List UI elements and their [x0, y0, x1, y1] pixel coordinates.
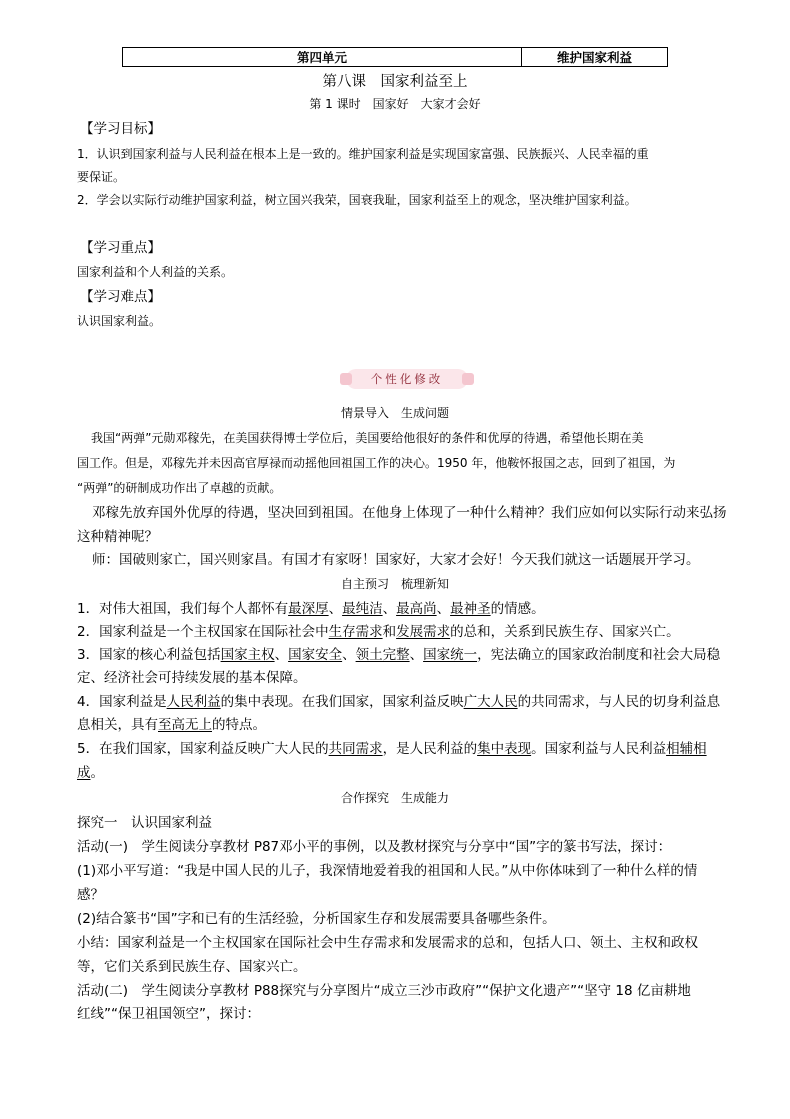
preview-item-4-line1: 4．国家利益是人民利益的集中表现。在我们国家，国家利益反映广大人民的共同需求，与人民的切身利益息	[77, 694, 721, 710]
intro-question-line2: 这种精神呢？	[77, 529, 158, 545]
summary-line1: 小结：国家利益是一个主权国家在国际社会中生存需求和发展需求的总和，包括人口、领土、主权和政权	[77, 935, 698, 951]
objectives-heading: 【学习目标】	[80, 121, 161, 137]
intro-para-line2: 国工作。但是，邓稼先并未因高官厚禄而动摇他回祖国工作的决心。1950 年，他鞍怀报国之志，回到了祖国，为	[77, 456, 676, 470]
unit-topic: 维护国家利益	[556, 50, 632, 65]
activity-2-line1: 活动(二) 学生阅读分享教材 P88探究与分享图片“成立三沙市政府”“保护文化遗产”“坚守 18 亿亩耕地	[77, 983, 691, 999]
activity-2-line2: 红线”“保卫祖国领空”，探讨：	[77, 1006, 260, 1022]
personalize-badge	[346, 369, 468, 389]
objective-2: 2．学会以实际行动维护国家利益，树立国兴我荣，国衰我耻，国家利益至上的观念，坚决维护国家利益。	[77, 193, 637, 207]
preview-item-3-line1: 3．国家的核心利益包括国家主权、国家安全、领土完整、国家统一，宪法确立的国家政治制度和社会大局稳	[77, 647, 721, 663]
explore-section-title: 合作探究 生成能力	[340, 791, 449, 805]
lesson-title: 第八课 国家利益至上	[322, 74, 468, 90]
intro-question-line1: 邓稼先放弃国外优厚的待遇，坚决回到祖国。在他身上体现了一种什么精神？我们应如何以实际行动来弘扬	[92, 505, 727, 521]
difficulty-text: 认识国家利益。	[77, 314, 162, 328]
preview-item-5-line2: 成。	[77, 765, 104, 781]
key-points-text: 国家利益和个人利益的关系。	[77, 265, 234, 279]
preview-item-5-line1: 5．在我们国家，国家利益反映广大人民的共同需求，是人民利益的集中表现。国家利益与人民利益相辅相	[77, 741, 707, 757]
unit-header-table	[122, 47, 668, 67]
inquiry-1-heading: 探究一 认识国家利益	[77, 815, 212, 831]
intro-para-line3: “两弹”的研制成功作出了卓越的贡献。	[77, 481, 282, 495]
question-1-line1: (1)邓小平写道：“我是中国人民的儿子，我深情地爱着我的祖国和人民。”从中你体味到了一种什么样的情	[77, 863, 698, 879]
objective-1-line2: 要保证。	[77, 170, 126, 184]
intro-section-title: 情景导入 生成问题	[340, 406, 449, 420]
badge-label: 个性化修改	[370, 372, 444, 386]
preview-item-1: 1．对伟大祖国，我们每个人都怀有最深厚、最纯洁、最高尚、最神圣的情感。	[77, 601, 545, 617]
unit-label: 第四单元	[123, 48, 522, 66]
teacher-remark: 师：国破则家亡，国兴则家昌。有国才有家呀！国家好，大家才会好！今天我们就这一话题展开学习。	[92, 552, 700, 568]
question-2: (2)结合篆书“国”字和已有的生活经验，分析国家生存和发展需要具备哪些条件。	[77, 911, 556, 927]
lesson-subtitle: 第 1 课时 国家好 大家才会好	[309, 97, 481, 111]
activity-1: 活动(一) 学生阅读分享教材 P87邓小平的事例，以及教材探究与分享中“国”字的篆书写法，探讨：	[77, 839, 672, 855]
preview-item-3-line2: 定、经济社会可持续发展的基本保障。	[77, 670, 307, 686]
difficulty-heading: 【学习难点】	[80, 289, 161, 305]
preview-section-title: 自主预习 梳理新知	[340, 577, 449, 591]
preview-item-4-line2: 息相关，具有至高无上的特点。	[77, 717, 266, 733]
question-1-line2: 感？	[77, 887, 104, 903]
intro-para-line1: 我国“两弹”元勋邓稼先，在美国获得博士学位后，美国要给他很好的条件和优厚的待遇，希望他长期在美	[91, 431, 644, 445]
key-points-heading: 【学习重点】	[80, 240, 161, 256]
preview-item-2: 2．国家利益是一个主权国家在国际社会中生存需求和发展需求的总和，关系到民族生存、国家兴亡。	[77, 624, 680, 640]
objective-1-line1: 1．认识到国家利益与人民利益在根本上是一致的。维护国家利益是实现国家富强、民族振兴、人民幸福的重	[77, 147, 649, 161]
summary-line2: 等，它们关系到民族生存、国家兴亡。	[77, 959, 307, 975]
